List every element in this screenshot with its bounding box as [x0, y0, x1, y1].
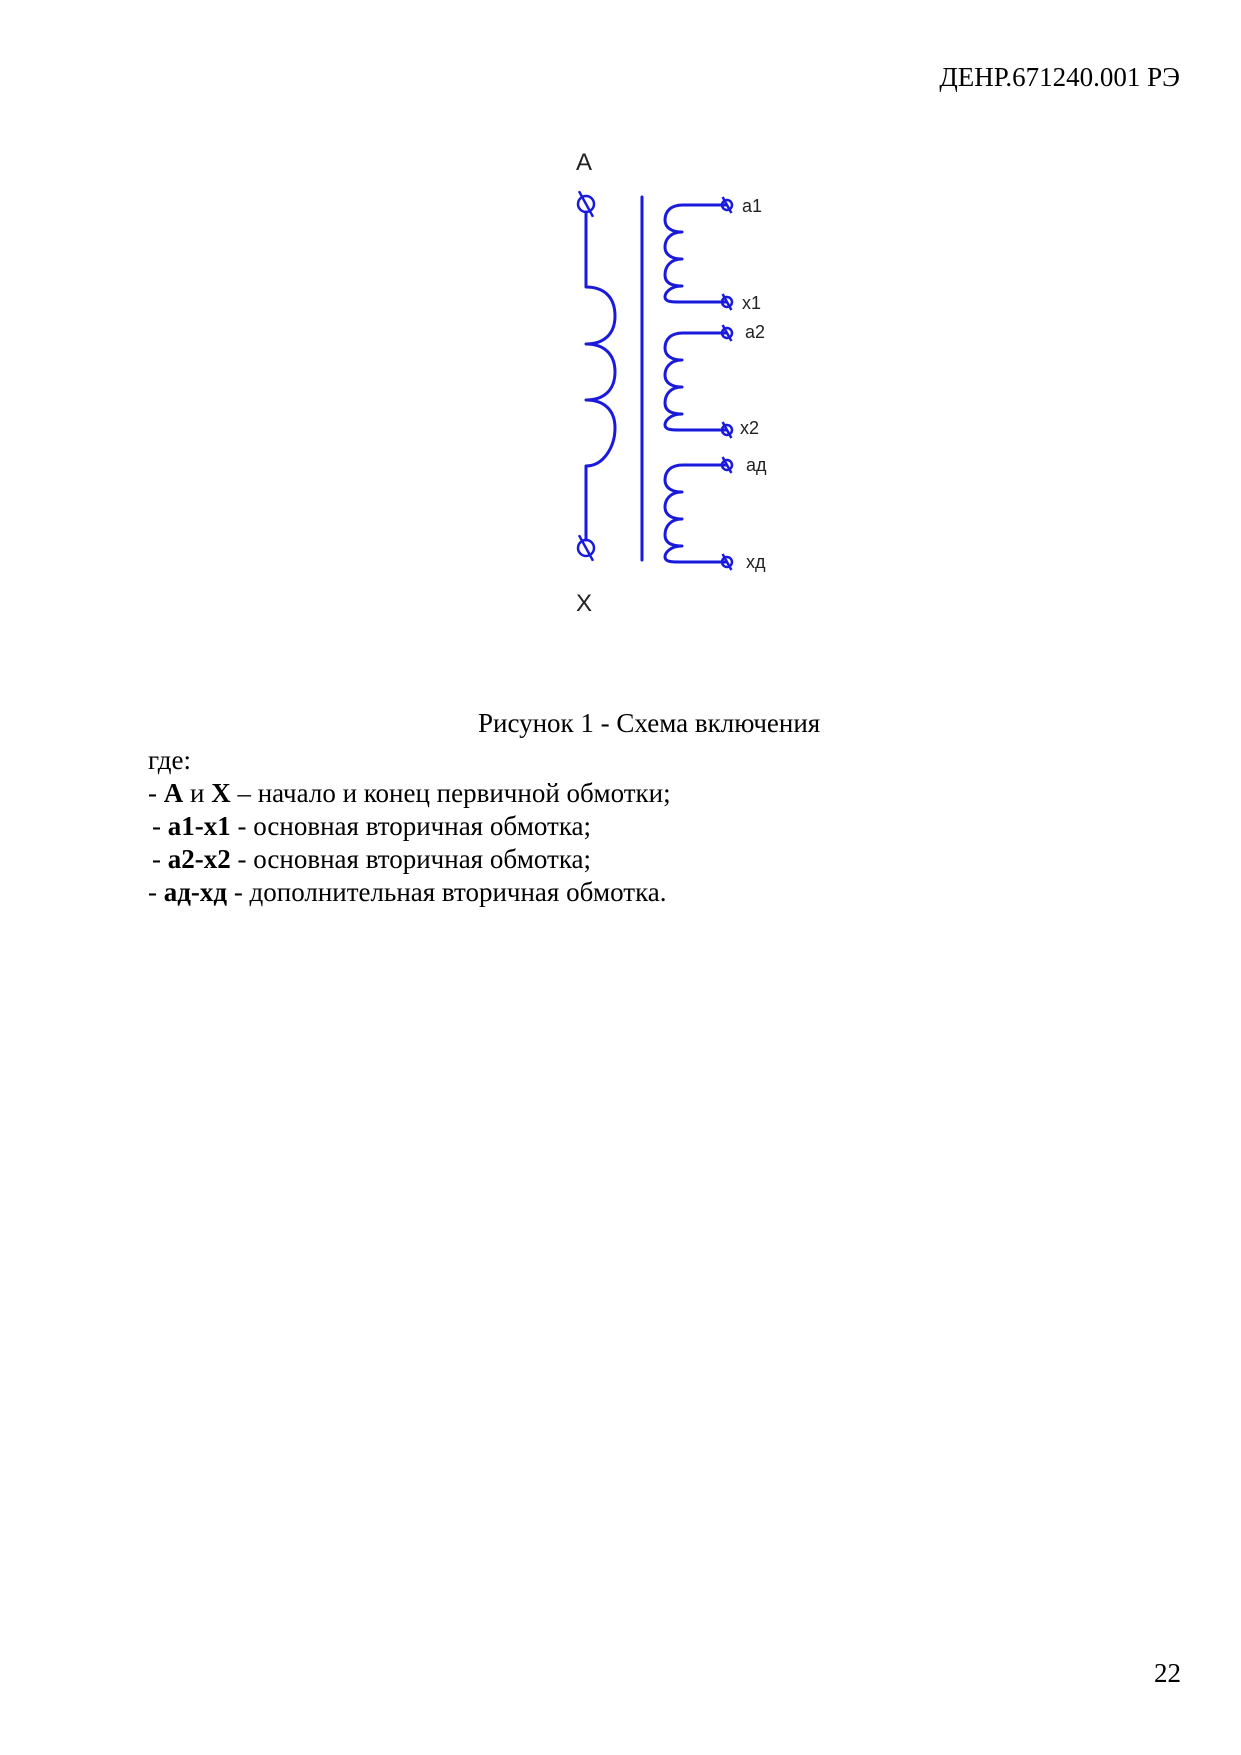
secondary-winding-additional [665, 465, 726, 562]
terminal-label-x2: x2 [740, 418, 760, 438]
legend-term: Х [211, 778, 231, 808]
terminal-label-a1: a1 [742, 196, 763, 216]
legend-intro: где: [148, 745, 191, 775]
secondary-winding-2 [665, 333, 726, 430]
legend-item-primary: - А и Х – начало и конец первичной обмотки; [148, 778, 671, 808]
legend-term: а2-х2 [167, 844, 231, 874]
secondary-winding-1 [665, 205, 726, 302]
terminal-label-xd: xд [746, 552, 766, 572]
terminal-label-ad: aд [746, 455, 767, 475]
terminal-label-X: X [576, 590, 593, 617]
page-number: 22 [1154, 1658, 1181, 1688]
terminal-label-A: A [576, 149, 593, 176]
legend-item-adxd: - ад-хд - дополнительная вторичная обмотка. [148, 877, 667, 907]
document-code: ДЕНР.671240.001 РЭ [939, 62, 1180, 92]
terminal-label-a2: a2 [745, 322, 766, 342]
terminal-label-x1: x1 [742, 293, 762, 313]
figure-caption: Рисунок 1 - Схема включения [478, 708, 821, 738]
legend-item-a1x1: - а1-х1 - основная вторичная обмотка; [152, 811, 592, 841]
legend-term: А [163, 778, 184, 808]
primary-winding [586, 212, 615, 540]
legend [148, 744, 671, 909]
legend-term: ад-хд [163, 877, 228, 907]
legend-term: а1-х1 [167, 811, 231, 841]
transformer-wiring-diagram [0, 0, 1241, 640]
legend-item-a2x2: - а2-х2 - основная вторичная обмотка; [152, 844, 592, 874]
